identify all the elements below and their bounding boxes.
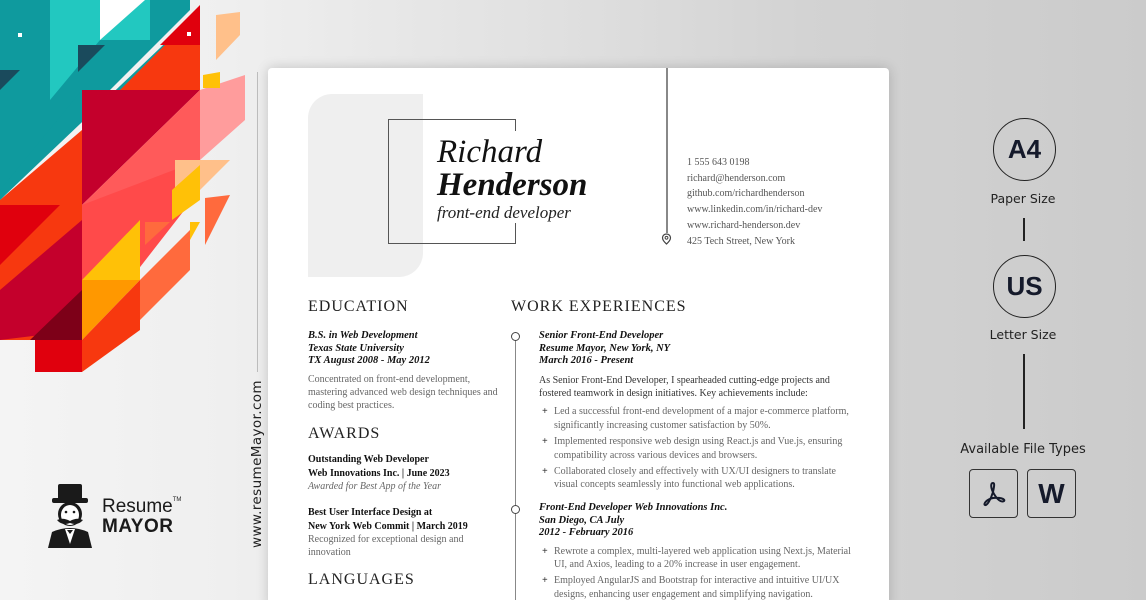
work-heading: WORK EXPERIENCES xyxy=(511,298,687,315)
job-dates: 2012 - February 2016 xyxy=(539,527,634,538)
name-frame-edge xyxy=(515,223,516,244)
pdf-icon xyxy=(979,479,1009,509)
timeline-dot xyxy=(511,332,520,341)
connector-line xyxy=(1023,218,1025,241)
name-frame-edge xyxy=(515,119,516,131)
decorative-geometric-art xyxy=(0,0,260,380)
us-badge[interactable]: US xyxy=(993,255,1056,318)
award-item xyxy=(308,506,498,560)
award-description: Recognized for exceptional design and innovation xyxy=(308,534,464,559)
job-role: Senior Front-End Developer xyxy=(539,330,664,341)
logo-text-mayor: MAYOR xyxy=(102,515,174,537)
job-title: front-end developer xyxy=(437,203,571,222)
word-file-button[interactable] xyxy=(1027,469,1076,518)
job-dates: March 2016 - Present xyxy=(539,355,634,366)
contact-address: 425 Tech Street, New York xyxy=(687,235,795,247)
contact-info xyxy=(687,155,822,249)
timeline-dot xyxy=(511,505,520,514)
contact-email: richard@henderson.com xyxy=(687,172,786,184)
achievement-item: + Employed AngularJS and Bootstrap for interactive and intuitive UI/UX designs, enhancing user engagement and simplifying navigation. xyxy=(539,574,859,600)
education-entry xyxy=(308,330,498,413)
school: Texas State University xyxy=(308,342,404,354)
job-company: Resume Mayor, New York, NY xyxy=(539,342,671,354)
contact-github: github.com/richardhenderson xyxy=(687,188,805,200)
contact-phone: 1 555 643 0198 xyxy=(687,157,750,168)
job-role: Front-End Developer Web Innovations Inc. xyxy=(539,502,728,513)
connector-line xyxy=(1023,354,1025,429)
award-description: Awarded for Best App of the Year xyxy=(308,481,441,492)
resume-mayor-logo[interactable] xyxy=(44,484,181,548)
resume-preview xyxy=(268,68,889,600)
job-company: San Diego, CA July xyxy=(539,514,625,526)
languages-heading: LANGUAGES xyxy=(308,571,415,588)
award-title: Best User Interface Design at xyxy=(308,507,433,518)
degree: B.S. in Web Development xyxy=(308,330,418,341)
job-achievements xyxy=(539,405,859,491)
first-name: Richard xyxy=(437,134,543,170)
education-heading: EDUCATION xyxy=(308,298,409,315)
mayor-mascot-icon xyxy=(44,484,96,548)
awards-heading: AWARDS xyxy=(308,425,381,442)
achievement-item: + Rewrote a complex, multi-layered web application using Next.js, Material UI, and Axios, leading to a 20% increase in user engagement. xyxy=(539,545,859,572)
a4-badge[interactable]: A4 xyxy=(993,118,1056,181)
award-org: New York Web Commit | March 2019 xyxy=(308,520,468,532)
file-types-label: Available File Types xyxy=(960,442,1086,457)
timeline-line xyxy=(515,338,516,600)
website-url[interactable]: www.resumeMayor.com xyxy=(249,380,265,548)
word-icon: W xyxy=(1038,477,1065,509)
paper-size-label: Paper Size xyxy=(990,191,1056,206)
contact-divider xyxy=(666,68,668,233)
logo-text-resume: Resume™ xyxy=(102,495,182,517)
achievement-item: + Implemented responsive web design using React.js and Vue.js, ensuring compatibility across various devices and browsers. xyxy=(539,435,859,462)
contact-website: www.richard-henderson.dev xyxy=(687,219,801,231)
location-pin-icon xyxy=(661,233,672,245)
pdf-file-button[interactable] xyxy=(969,469,1018,518)
job-achievements xyxy=(539,545,859,600)
education-dates: TX August 2008 - May 2012 xyxy=(308,355,430,366)
education-description: Concentrated on front-end development, mastering advanced web design techniques and coding best practices. xyxy=(308,373,498,412)
achievement-item: + Collaborated closely and effectively with UX/UI designers to translate visual concepts seamlessly into functional web applications. xyxy=(539,465,859,492)
contact-linkedin: www.linkedin.com/in/richard-dev xyxy=(687,204,823,216)
divider-line xyxy=(257,72,258,372)
last-name: Henderson xyxy=(437,167,588,203)
award-title: Outstanding Web Developer xyxy=(308,454,429,465)
job-entry xyxy=(539,502,859,600)
letter-size-label: Letter Size xyxy=(989,327,1057,342)
job-entry xyxy=(539,330,859,495)
job-intro: As Senior Front-End Developer, I spearheaded cutting-edge projects and fostered teamwork in design initiatives. Key achievements include: xyxy=(539,374,830,399)
achievement-item: + Led a successful front-end development of a major e-commerce platform, significantly increasing customer satisfaction by 50%. xyxy=(539,405,859,432)
award-org: Web Innovations Inc. | June 2023 xyxy=(308,467,450,479)
award-item xyxy=(308,453,498,493)
